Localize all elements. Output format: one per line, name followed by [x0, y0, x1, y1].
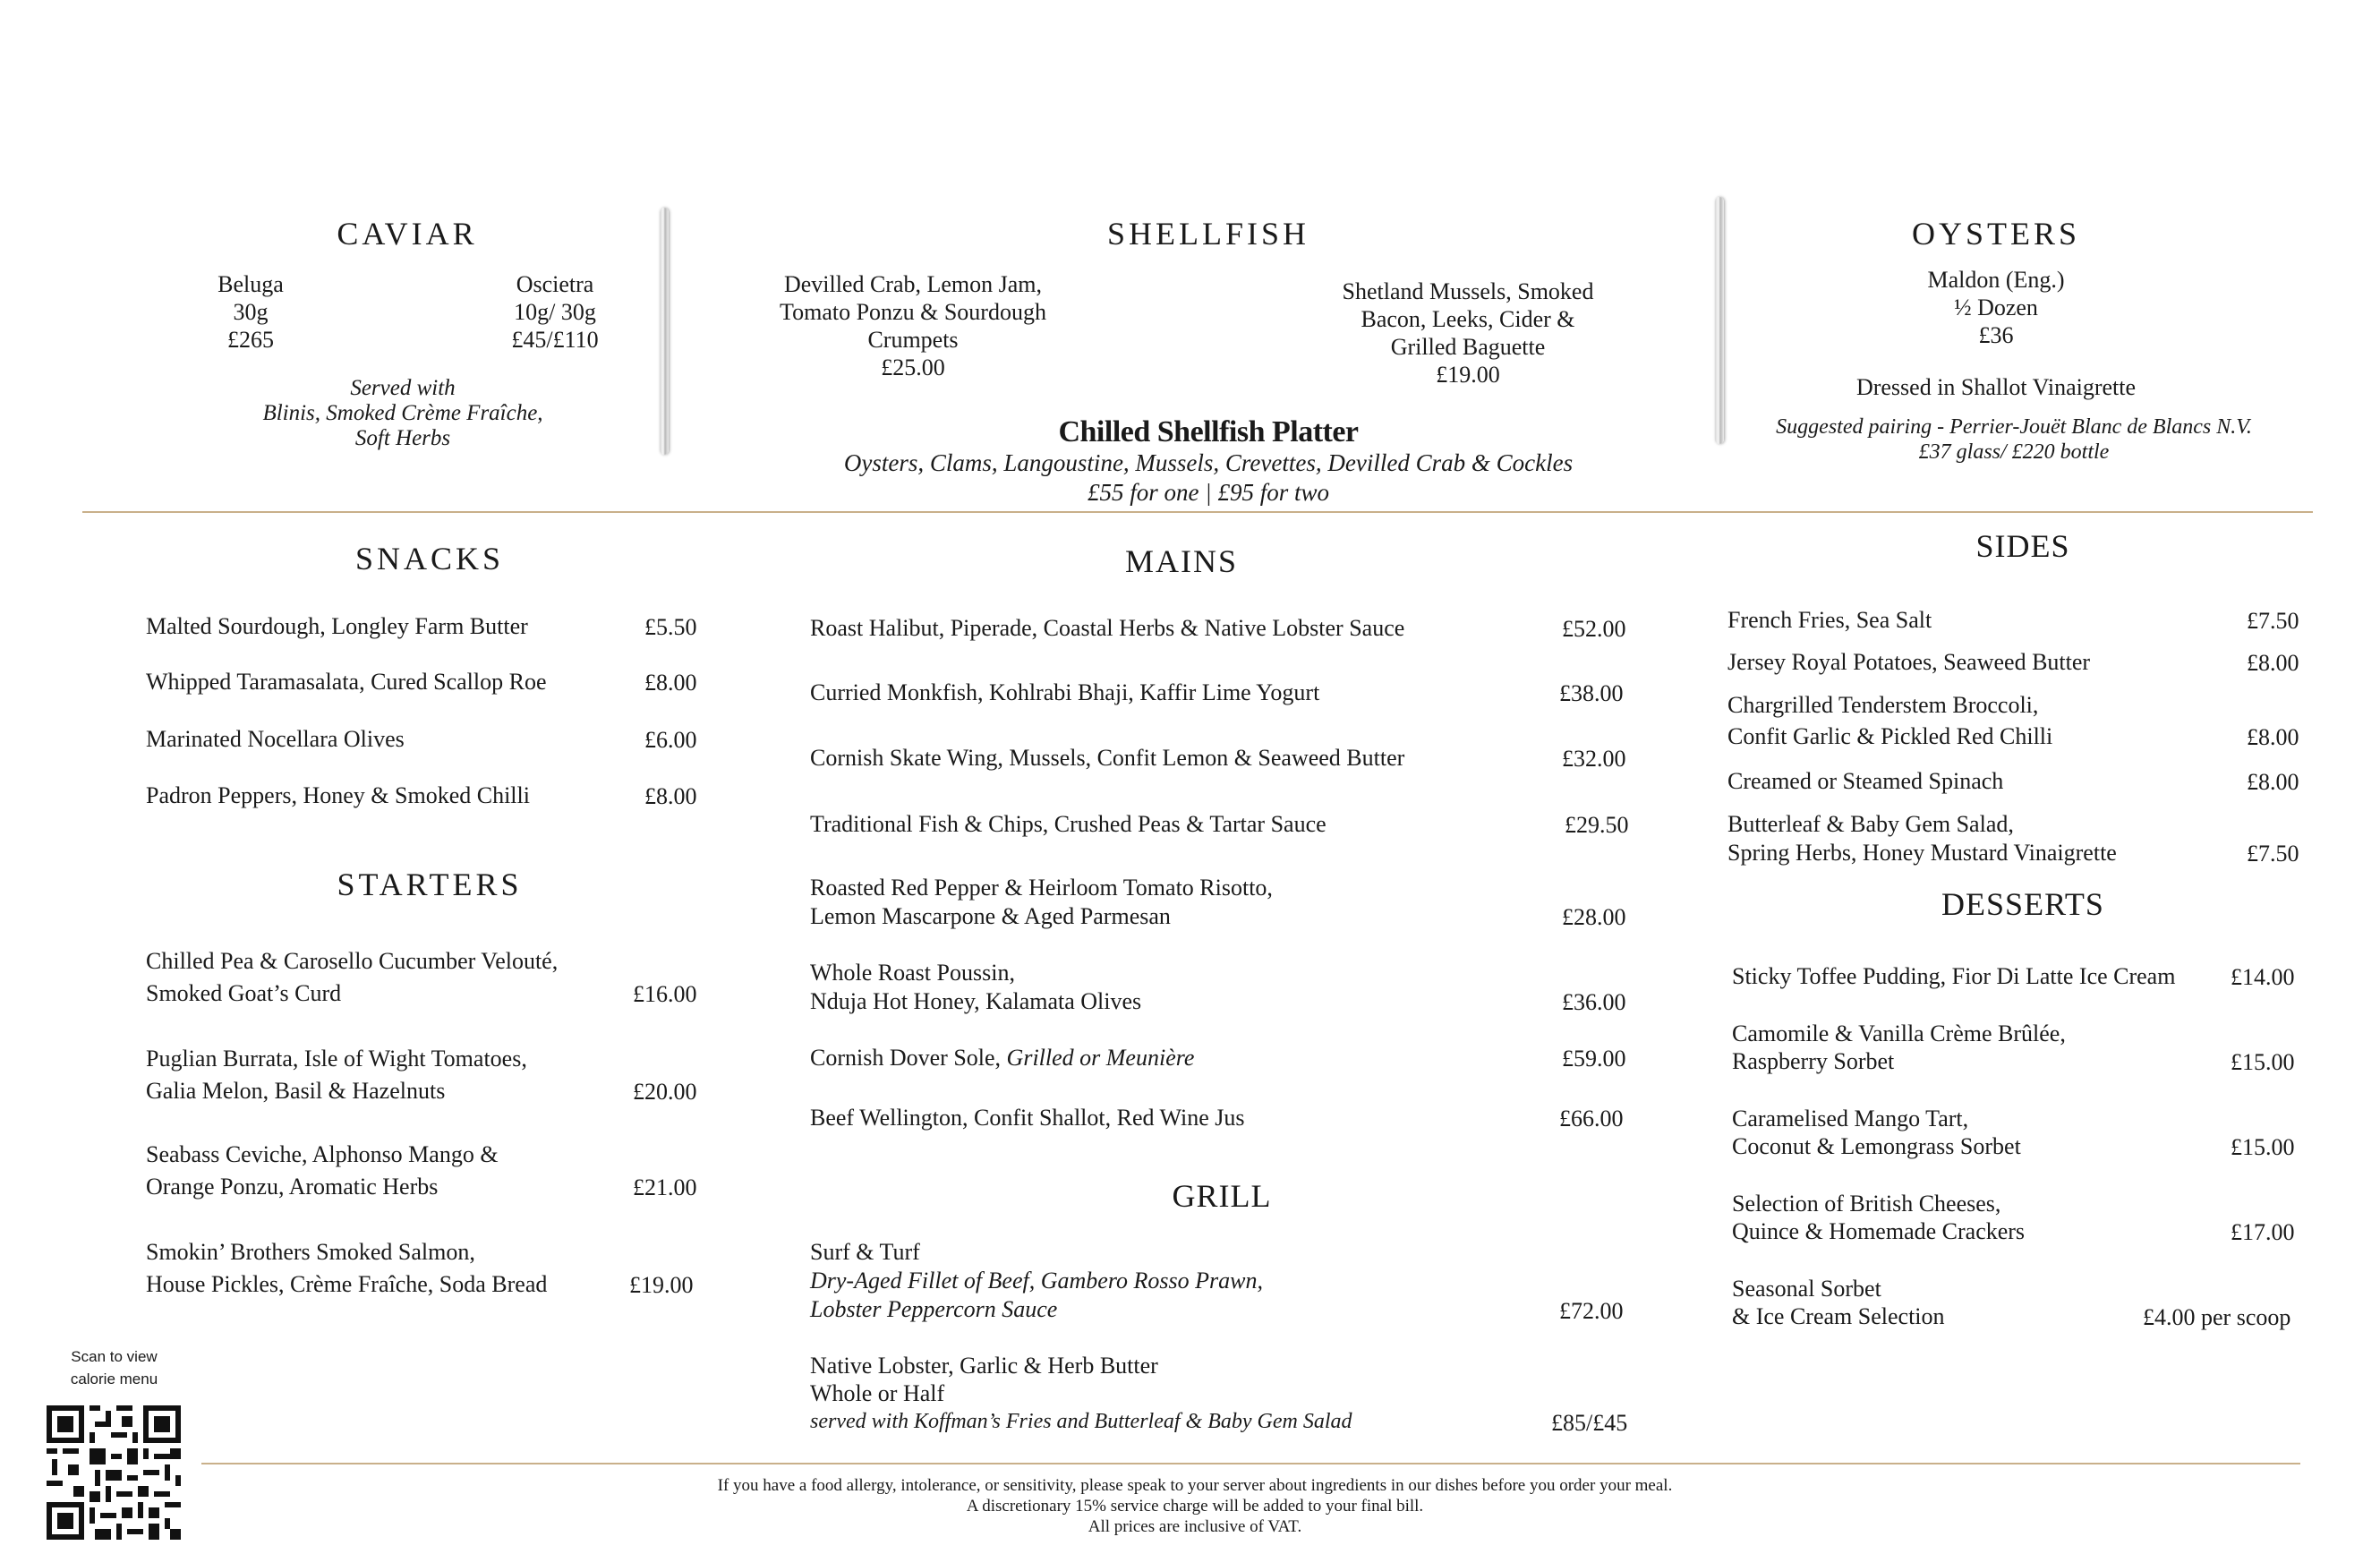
main-price: £32.00 [1562, 746, 1626, 772]
main-item: Traditional Fish & Chips, Crushed Peas & Tartar Sauce [810, 811, 1326, 837]
main-price: £38.00 [1559, 680, 1624, 706]
starter-price: £19.00 [629, 1272, 694, 1298]
top-rule [82, 511, 2313, 513]
oysters-line-2: ½ Dozen [1954, 295, 2038, 320]
platter-description: Oysters, Clams, Langoustine, Mussels, Crevettes, Devilled Crab & Cockles [843, 449, 1574, 476]
side-salad-line-1: Butterleaf & Baby Gem Salad, [1727, 811, 2014, 837]
starter-line-1: Smokin’ Brothers Smoked Salmon, [146, 1239, 475, 1265]
shellfish-devilled-crab [752, 270, 1074, 381]
side-broccoli-line-2: Confit Garlic & Pickled Red Chilli [1727, 723, 2053, 749]
footer-service: A discretionary 15% service charge will be added to your final bill. [966, 1497, 1424, 1516]
oysters-heading: OYSTERS [1911, 216, 2081, 252]
dessert-brulee-line-1: Camomile & Vanilla Crème Brûlée, [1732, 1020, 2066, 1046]
dessert-sorbet-line-2: & Ice Cream Selection [1732, 1303, 1945, 1329]
shellfish-mussels [1307, 278, 1629, 388]
footer-vat: All prices are inclusive of VAT. [1088, 1517, 1302, 1536]
grill-heading: GRILL [1172, 1178, 1272, 1214]
beluga-price: £265 [227, 327, 274, 353]
dessert-cheese-line-1: Selection of British Cheeses, [1732, 1191, 2001, 1217]
oysters-maldon [1862, 266, 2130, 349]
grill-surf-line-3: Lobster Peppercorn Sauce [810, 1296, 1058, 1322]
side-item: Creamed or Steamed Spinach [1727, 768, 2004, 794]
dessert-price: £14.00 [2231, 964, 2295, 990]
crab-price: £25.00 [881, 354, 945, 380]
main-dover-sole: Cornish Dover Sole, Grilled or Meunière [810, 1045, 1195, 1071]
main-poussin-price: £36.00 [1562, 989, 1626, 1015]
snack-price: £5.50 [644, 614, 697, 640]
starter-line-1: Chilled Pea & Carosello Cucumber Velouté, [146, 948, 559, 974]
dessert-item: Sticky Toffee Pudding, Fior Di Latte Ice Cream [1732, 963, 2176, 989]
grill-lobster-line-1: Native Lobster, Garlic & Herb Butter [810, 1353, 1158, 1379]
main-sole-price: £59.00 [1562, 1046, 1626, 1072]
dessert-price: £15.00 [2231, 1049, 2295, 1075]
main-price: £29.50 [1565, 812, 1629, 838]
grill-surf-price: £72.00 [1559, 1298, 1624, 1324]
snack-item: Padron Peppers, Honey & Smoked Chilli [146, 782, 530, 808]
crab-line-2: Tomato Ponzu & Sourdough [780, 299, 1046, 325]
snacks-heading: SNACKS [354, 541, 505, 576]
mussels-line-3: Grilled Baguette [1390, 334, 1546, 360]
main-item: Roast Halibut, Piperade, Coastal Herbs & Native Lobster Sauce [810, 615, 1405, 641]
side-price: £7.50 [2247, 841, 2299, 867]
snack-item: Whipped Taramasalata, Cured Scallop Roe [146, 669, 547, 695]
dessert-cheese-line-2: Quince & Homemade Crackers [1732, 1218, 2026, 1244]
divider-left [660, 208, 669, 455]
oscietra-name: Oscietra [516, 271, 594, 297]
starter-price: £21.00 [633, 1174, 697, 1200]
main-poussin-line-2: Nduja Hot Honey, Kalamata Olives [810, 988, 1142, 1014]
main-risotto-price: £28.00 [1562, 904, 1626, 930]
starter-line-2: Smoked Goat’s Curd [146, 980, 342, 1006]
side-price: £8.00 [2247, 724, 2299, 750]
footer-allergy: If you have a food allergy, intolerance, or sensitivity, please speak to your server about ingredients in our dishes before you order your meal. [717, 1476, 1673, 1495]
grill-surf-line-2: Dry-Aged Fillet of Beef, Gambero Rosso Prawn, [810, 1268, 1263, 1294]
desserts-heading: DESSERTS [1941, 886, 2104, 922]
caviar-beluga [188, 270, 313, 354]
starter-line-2: House Pickles, Crème Fraîche, Soda Bread [146, 1271, 548, 1297]
starter-price: £16.00 [633, 981, 697, 1007]
snack-price: £6.00 [644, 727, 697, 753]
served-line-2: Blinis, Smoked Crème Fraîche, [262, 401, 543, 425]
oscietra-price: £45/£110 [511, 327, 599, 353]
oysters-pairing: Suggested pairing - Perrier-Jouët Blanc de Blancs N.V. [1776, 415, 2252, 439]
caviar-oscietra [483, 270, 627, 354]
dessert-sorbet-line-1: Seasonal Sorbet [1732, 1276, 1881, 1302]
caviar-served-with [215, 376, 591, 451]
main-price: £52.00 [1562, 616, 1626, 642]
starter-price: £20.00 [633, 1079, 697, 1105]
oysters-line-3: £36 [1978, 322, 2014, 348]
side-price: £8.00 [2247, 650, 2299, 676]
starter-line-2: Galia Melon, Basil & Hazelnuts [146, 1078, 446, 1104]
side-broccoli-line-1: Chargrilled Tenderstem Broccoli, [1727, 692, 2039, 718]
beluga-name: Beluga [218, 271, 284, 297]
mains-heading: MAINS [1124, 543, 1238, 579]
oysters-line-1: Maldon (Eng.) [1927, 267, 2065, 293]
starter-line-1: Puglian Burrata, Isle of Wight Tomatoes, [146, 1046, 527, 1072]
oysters-pairing-price: £37 glass/ £220 bottle [1918, 440, 2110, 464]
divider-right [1715, 197, 1724, 444]
starter-line-1: Seabass Ceviche, Alphonso Mango & [146, 1141, 499, 1167]
main-item: Cornish Skate Wing, Mussels, Confit Lemon & Seaweed Butter [810, 745, 1405, 771]
qr-code-icon[interactable] [47, 1405, 181, 1540]
platter-title: Chilled Shellfish Platter [1058, 415, 1359, 448]
dessert-price: £4.00 per scoop [2143, 1304, 2291, 1330]
bottom-rule [201, 1463, 2300, 1464]
grill-lobster-line-2: Whole or Half [810, 1380, 945, 1406]
mussels-price: £19.00 [1436, 362, 1500, 388]
oysters-dressed: Dressed in Shallot Vinaigrette [1855, 374, 2137, 400]
dessert-brulee-line-2: Raspberry Sorbet [1732, 1048, 1895, 1074]
starters-heading: STARTERS [337, 867, 523, 902]
sides-heading: SIDES [1975, 528, 2070, 564]
main-wellington: Beef Wellington, Confit Shallot, Red Wine Jus [810, 1105, 1245, 1131]
shellfish-heading: SHELLFISH [1106, 216, 1310, 252]
main-risotto-line-2: Lemon Mascarpone & Aged Parmesan [810, 903, 1171, 929]
served-line-1: Served with [350, 376, 456, 400]
mussels-line-1: Shetland Mussels, Smoked [1342, 278, 1594, 304]
oscietra-size: 10g/ 30g [514, 299, 596, 325]
grill-lobster-line-3: served with Koffman’s Fries and Butterleaf & Baby Gem Salad [810, 1410, 1352, 1433]
dessert-price: £17.00 [2231, 1219, 2295, 1245]
caviar-heading: CAVIAR [337, 216, 478, 252]
starter-line-2: Orange Ponzu, Aromatic Herbs [146, 1174, 439, 1200]
crab-line-1: Devilled Crab, Lemon Jam, [783, 271, 1043, 297]
main-risotto-line-1: Roasted Red Pepper & Heirloom Tomato Risotto, [810, 875, 1273, 901]
side-price: £7.50 [2247, 608, 2299, 634]
served-line-3: Soft Herbs [354, 426, 451, 450]
mussels-line-2: Bacon, Leeks, Cider & [1361, 306, 1575, 332]
platter-price: £55 for one | £95 for two [1088, 479, 1329, 506]
snack-item: Marinated Nocellara Olives [146, 726, 405, 752]
side-price: £8.00 [2247, 769, 2299, 795]
grill-lobster-price: £85/£45 [1551, 1410, 1628, 1436]
snack-item: Malted Sourdough, Longley Farm Butter [146, 613, 528, 639]
main-item: Curried Monkfish, Kohlrabi Bhaji, Kaffir Lime Yogurt [810, 679, 1320, 705]
side-salad-line-2: Spring Herbs, Honey Mustard Vinaigrette [1727, 840, 2117, 866]
main-wellington-price: £66.00 [1559, 1106, 1624, 1131]
qr-label: Scan to view calorie menu [70, 1348, 158, 1388]
dessert-mango-line-1: Caramelised Mango Tart, [1732, 1106, 1969, 1131]
snack-price: £8.00 [644, 783, 697, 809]
beluga-size: 30g [233, 299, 269, 325]
dessert-price: £15.00 [2231, 1134, 2295, 1160]
crab-line-3: Crumpets [867, 327, 959, 353]
dessert-mango-line-2: Coconut & Lemongrass Sorbet [1732, 1133, 2021, 1159]
grill-surf-line-1: Surf & Turf [810, 1239, 920, 1265]
side-item: Jersey Royal Potatoes, Seaweed Butter [1727, 649, 2091, 675]
main-poussin-line-1: Whole Roast Poussin, [810, 960, 1015, 986]
side-item: French Fries, Sea Salt [1727, 607, 1932, 633]
footer-notice [537, 1475, 1853, 1537]
snack-price: £8.00 [644, 670, 697, 696]
